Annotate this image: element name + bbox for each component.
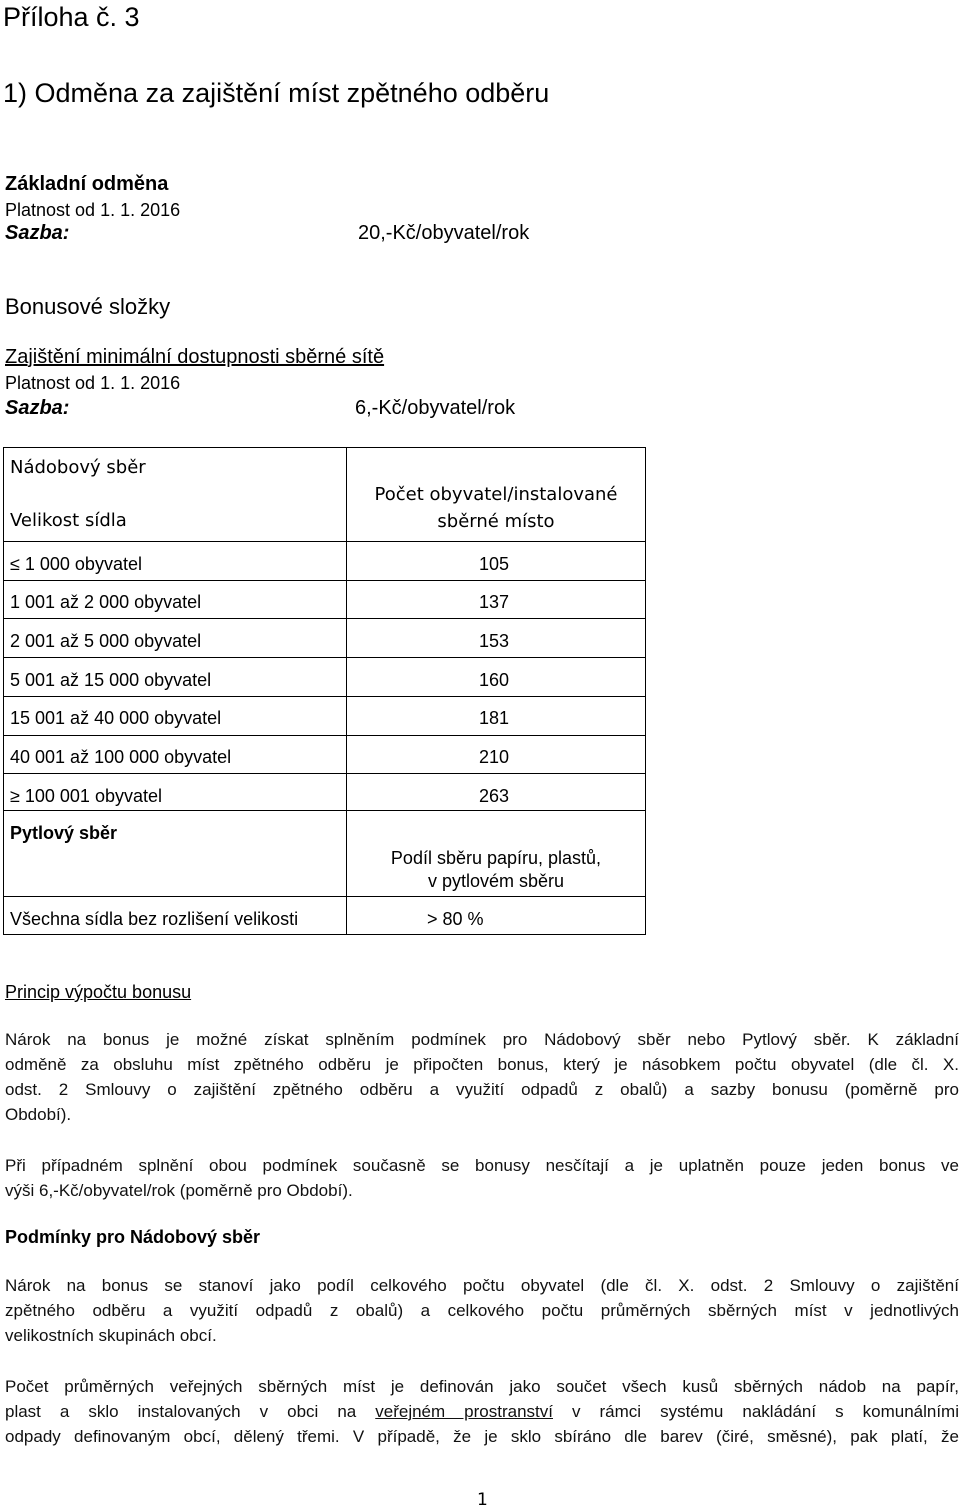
table-row-size: 2 001 až 5 000 obyvatel (10, 631, 202, 651)
table-border-right (645, 447, 646, 935)
principle-paragraph-2 (5, 1153, 959, 1203)
row-line (3, 696, 646, 697)
line-text: v rámci systému nakládání s komunálními (553, 1402, 959, 1421)
paragraph-line: Při případném splnění obou podmínek současně se bonusy nesčítají a je uplatněn pouze jeden bonus ve (5, 1156, 959, 1175)
table-row-value: 105 (479, 554, 510, 574)
paragraph-line: odměně za obsluhu míst zpětného odběru je připočten bonus, který je násobkem počtu obyvatel (dle čl. X. (5, 1055, 959, 1074)
table-container-title: Nádobový sběr (10, 457, 146, 478)
table-bag-title: Pytlový sběr (10, 823, 118, 843)
table-row-size: ≤ 1 000 obyvatel (10, 554, 142, 574)
paragraph-line: odpady definovaným obcí, dělený třemi. V případě, že je sklo sbíráno dle barev (čiré, směsné), pak platí, že (5, 1427, 959, 1446)
table-col2-header-line2: sběrné místo (437, 511, 555, 532)
row-line (3, 618, 646, 619)
paragraph-line: odst. 2 Smlouvy o zajištění zpětného odběru a využití odpadů z obalů) a sazby bonusu (poměrně pro (5, 1080, 959, 1099)
table-border-left (3, 447, 4, 935)
basic-rate-label: Sazba: (5, 222, 70, 244)
row-line (3, 773, 646, 774)
table-row-value: 263 (479, 786, 510, 806)
table-row-value: 153 (479, 631, 510, 651)
principle-paragraph-1 (5, 1027, 959, 1127)
table-row-value: 181 (479, 708, 510, 728)
table-row-size: ≥ 100 001 obyvatel (10, 786, 162, 806)
paragraph-line: výši 6,-Kč/obyvatel/rok (poměrně pro Období). (5, 1181, 353, 1200)
table-col1-header: Velikost sídla (10, 510, 127, 531)
bonus-heading: Bonusové složky (5, 294, 171, 319)
table-col2-header-line1: Počet obyvatel/instalované (374, 484, 618, 505)
paragraph-line: Období). (5, 1105, 72, 1124)
basic-rate-value: 20,-Kč/obyvatel/rok (358, 222, 530, 244)
bonus-rate-value: 6,-Kč/obyvatel/rok (355, 397, 516, 419)
table-row-size: 5 001 až 15 000 obyvatel (10, 670, 212, 690)
table-bag-header-line2: v pytlovém sběru (427, 871, 565, 891)
public-space-link[interactable]: veřejném prostranství (375, 1402, 553, 1421)
row-line (3, 735, 646, 736)
conditions-heading: Podmínky pro Nádobový sběr (5, 1227, 261, 1247)
line-text: plast a sklo instalovaných v obci na (5, 1402, 376, 1421)
bonus-subheading: Zajištění minimální dostupnosti sběrné sítě (5, 346, 385, 368)
paragraph-line: Nárok na bonus je možné získat splněním podmínek pro Nádobový sběr nebo Pytlový sběr. K základní (5, 1030, 959, 1049)
page-number: 1 (477, 1490, 488, 1510)
basic-validity: Platnost od 1. 1. 2016 (5, 200, 181, 220)
basic-heading: Základní odměna (5, 173, 169, 195)
table-row-value: 160 (479, 670, 510, 690)
bonus-validity: Platnost od 1. 1. 2016 (5, 373, 181, 393)
table-row-size: 15 001 až 40 000 obyvatel (10, 708, 222, 728)
bonus-rate-label: Sazba: (5, 397, 70, 419)
paragraph-line: velikostních skupinách obcí. (5, 1326, 217, 1345)
table-bag-row-value: > 80 % (427, 909, 484, 929)
paragraph-line: Počet průměrných veřejných sběrných míst je definován jako součet všech kusů sběrných nádob na papír, (5, 1377, 959, 1396)
row-line (3, 896, 646, 897)
row-line (3, 541, 646, 542)
table-row-value: 137 (479, 592, 510, 612)
conditions-paragraph-2 (5, 1374, 959, 1449)
table-border-bottom (3, 934, 646, 935)
table-row-value: 210 (479, 747, 510, 767)
table-row-size: 1 001 až 2 000 obyvatel (10, 592, 202, 612)
conditions-paragraph-1 (5, 1273, 959, 1348)
table-row-size: 40 001 až 100 000 obyvatel (10, 747, 232, 767)
table-bag-header-line1: Podíl sběru papíru, plastů, (390, 848, 602, 868)
table-border-top (3, 447, 646, 448)
paragraph-line: zpětného odběru a využití odpadů z obalů) a celkového počtu průměrných sběrných míst v jednotlivých (5, 1301, 959, 1320)
collection-table (3, 447, 646, 935)
appendix-title: Příloha č. 3 (3, 2, 140, 32)
table-bag-row-label: Všechna sídla bez rozlišení velikosti (10, 909, 299, 929)
paragraph-line: Nárok na bonus se stanoví jako podíl celkového počtu obyvatel (dle čl. X. odst. 2 Smlouvy o zajištění (5, 1276, 959, 1295)
section-title: 1) Odměna za zajištění míst zpětného odběru (3, 78, 550, 108)
principle-heading: Princip výpočtu bonusu (5, 982, 192, 1002)
paragraph-line (5, 1399, 959, 1424)
row-line (3, 580, 646, 581)
row-line (3, 657, 646, 658)
row-line (3, 810, 646, 811)
